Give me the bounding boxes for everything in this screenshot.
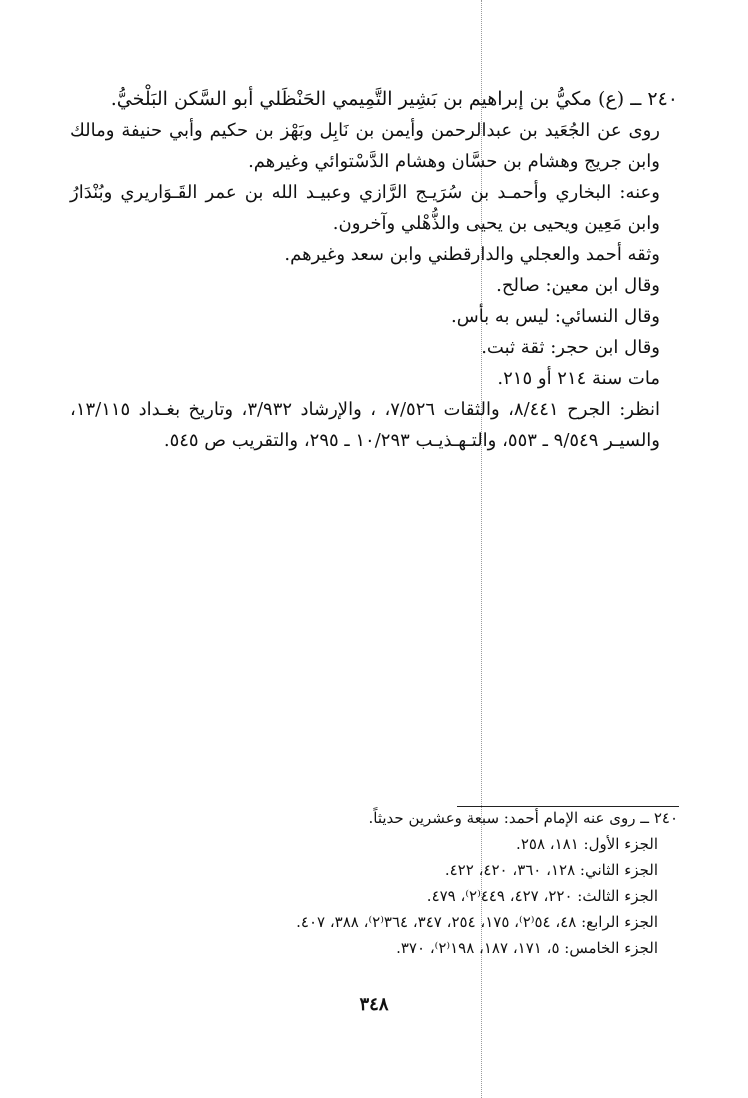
- footnote-line: الجزء الرابع: ٤٨، ٥٤⁽٢⁾، ١٧٥، ٢٥٤، ٣٤٧، ٣٦٤⁽٢⁾، ٣٨٨، ٤٠٧.: [296, 913, 658, 931]
- ibn-hajar-line: وقال ابن حجر: ثقة ثبت.: [481, 337, 660, 358]
- ibn-maeen-line: وقال ابن معين: صالح.: [496, 275, 660, 296]
- footnotes: [130, 805, 678, 961]
- sources-paragraph: انظر: الجرح ٨/٤٤١، والثقات ٧/٥٢٦، ، والإرشاد ٣/٩٣٢، وتاريخ بغـداد ١٣/١١٥، والسيـر ٩/٥٤٩ ـ ٥٥٣، والتـهـذيـب ١٠/٢٩٣ ـ ٢٩٥، والتقريب ص ٥٤٥.: [70, 399, 660, 451]
- narrated-by-paragraph: وعنه: البخاري وأحمـد بن سُرَيـج الرَّازي وعبيـد الله بن عمر القَـوَاريري وبُنْدَارُ وابن مَعِين ويحيى بن يحيى والذُّهْلي وآخرون.: [70, 182, 660, 234]
- death-line: مات سنة ٢١٤ أو ٢١٥.: [497, 368, 660, 389]
- footnote-line: الجزء الخامس: ٥، ١٧١، ١٨٧، ١٩٨⁽٢⁾، ٣٧٠.: [396, 939, 658, 957]
- page-number: ٣٤٨: [359, 994, 389, 1015]
- footnote-intro: ٢٤٠ ــ روى عنه الإمام أحمد: سبعة وعشرين حديثاً.: [368, 809, 678, 827]
- nasai-line: وقال النسائي: ليس به بأس.: [451, 306, 660, 327]
- biography-entry: [70, 84, 678, 456]
- trusted-by-line: وثقه أحمد والعجلي والدارقطني وابن سعد وغيرهم.: [284, 244, 660, 265]
- footnote-line: الجزء الثاني: ١٢٨، ٣٦٠، ٤٢٠، ٤٢٢.: [444, 861, 658, 879]
- narrated-from-paragraph: روى عن الجُعَيد بن عبدالرحمن وأيمن بن نَابِل وبَهْز بن حكيم وأبي حنيفة ومالك وابن جريج وهشام بن حسَّان وهشام الدَّسْتوائي وغيرهم.: [70, 120, 660, 172]
- footnote-line: الجزء الأول: ١٨١، ٢٥٨.: [516, 835, 658, 853]
- entry-heading: ٢٤٠ ــ (ع) مكيُّ بن إبراهيم بن بَشِير التَّمِيمي الحَنْظَلي أبو السَّكن البَلْخيُّ.: [110, 88, 678, 110]
- footnote-line: الجزء الثالث: ٢٢٠، ٤٢٧، ٤٤٩⁽٢⁾، ٤٧٩.: [426, 887, 658, 905]
